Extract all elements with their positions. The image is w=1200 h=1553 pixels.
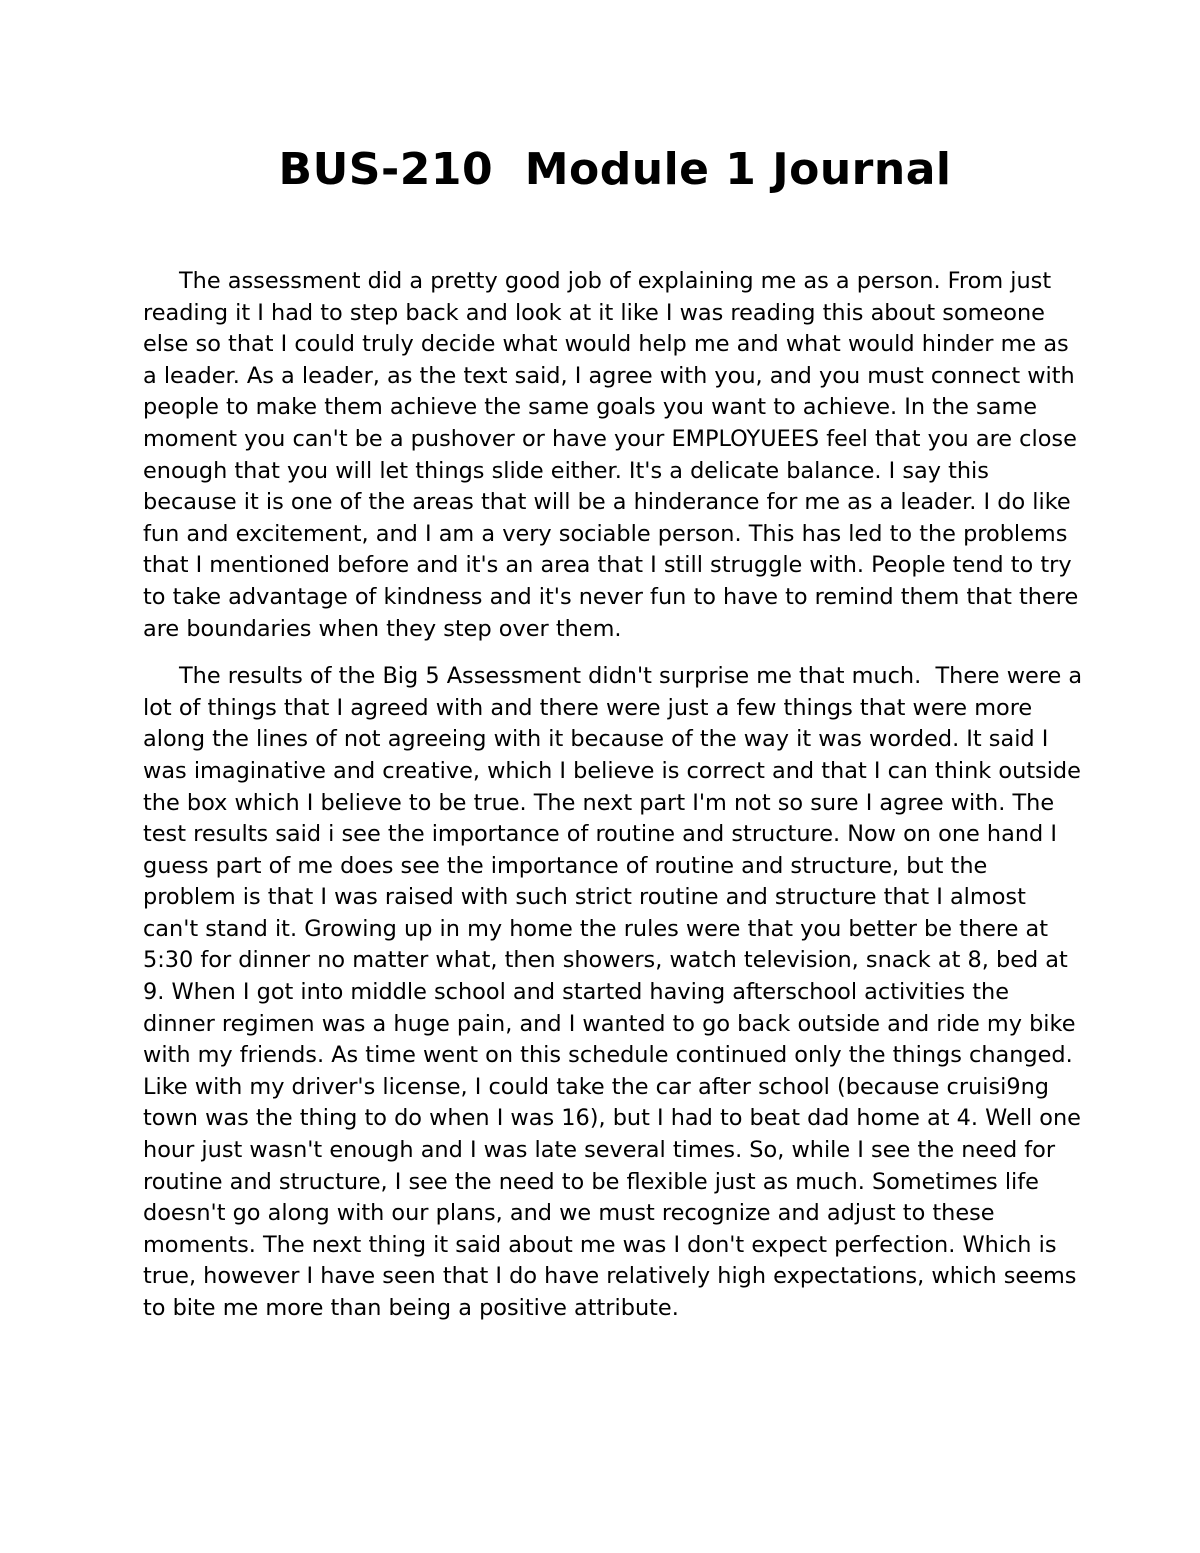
document-body bbox=[143, 266, 1090, 1341]
document-title: BUS-210 Module 1 Journal bbox=[278, 144, 952, 195]
paragraph-2: The results of the Big 5 Assessment didn't surprise me that much. There were a lot of things that I agreed with and there were just a few things that were more along the lines of not agreeing with it because of the way it was worded. It said I was imaginative and creative, which I believe is correct and that I can think outside the box which I believe to be true. The next part I'm not so sure I agree with. The test results said i see the importance of routine and structure. Now on one hand I guess part of me does see the importance of routine and structure, but the problem is that I was raised with such strict routine and structure that I almost can't stand it. Growing up in my home the rules were that you better be there at 5:30 for dinner no matter what, then showers, watch television, snack at 8, bed at 9. When I got into middle school and started having afterschool activities the dinner regimen was a huge pain, and I wanted to go back outside and ride my bike with my friends. As time went on this schedule continued only the things changed. Like with my driver's license, I could take the car after school (because cruisi9ng town was the thing to do when I was 16), but I had to beat dad home at 4. Well one hour just wasn't enough and I was late several times. So, while I see the need for routine and structure, I see the need to be flexible just as much. Sometimes life doesn't go along with our plans, and we must recognize and adjust to these moments. The next thing it said about me was I don't expect perfection. Which is true, however I have seen that I do have relatively high expectations, which seems to bite me more than being a positive attribute. bbox=[143, 663, 1090, 1321]
paragraph-1: The assessment did a pretty good job of explaining me as a person. From just reading it I had to step back and look at it like I was reading this about someone else so that I could truly decide what would help me and what would hinder me as a leader. As a leader, as the text said, I agree with you, and you must connect with people to make them achieve the same goals you want to achieve. In the same moment you can't be a pushover or have your EMPLOYUEES feel that you are close enough that you will let things slide either. It's a delicate balance. I say this because it is one of the areas that will be a hinderance for me as a leader. I do like fun and excitement, and I am a very sociable person. This has led to the problems that I mentioned before and it's an area that I still struggle with. People tend to try to take advantage of kindness and it's never fun to have to remind them that there are boundaries when they step over them. bbox=[143, 268, 1086, 642]
